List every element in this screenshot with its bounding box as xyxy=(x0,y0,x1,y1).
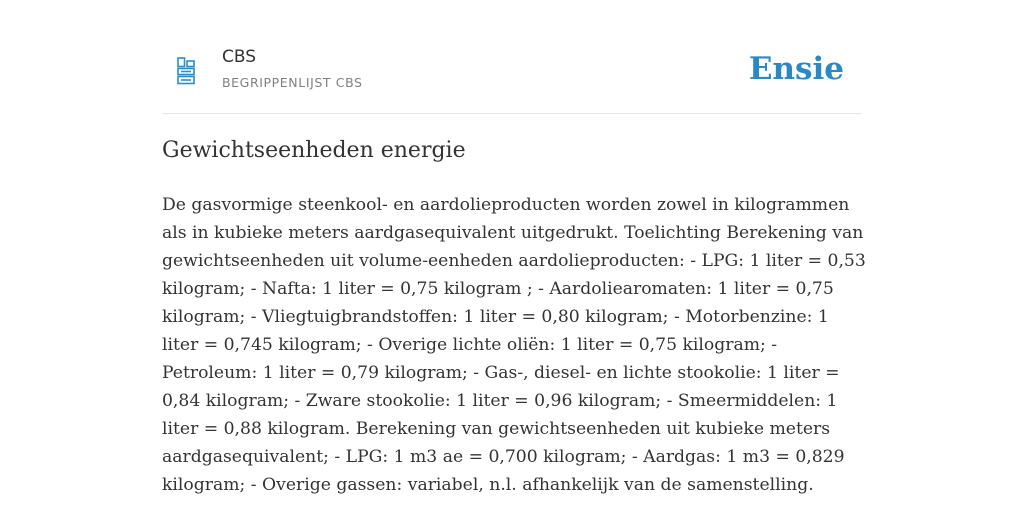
source-subtitle: BEGRIPPENLIJST CBS xyxy=(222,75,363,90)
header xyxy=(162,38,862,114)
ensie-logo[interactable]: Ensie xyxy=(748,51,844,87)
source-name[interactable]: CBS xyxy=(222,47,257,67)
cbs-logo-icon[interactable] xyxy=(176,56,196,86)
term-title: Gewichtseenheden energie xyxy=(162,138,466,163)
term-definition: De gasvormige steenkool- en aardolieproducten worden zowel in kilogrammen als in kubieke meters aardgasequivalent uitgedrukt. Toelichting Berekening van gewichtseenheden uit volume-eenheden aardolieproducten: - LPG: 1 liter = 0,53 kilogram; - Nafta: 1 liter = 0,75 kilogram ; - Aardoliearomaten: 1 liter = 0,75 kilogram; - Vliegtuigbrandstoffen: 1 liter = 0,80 kilogram; - Motorbenzine: 1 liter = 0,745 kilogram; - Overige lichte oliën: 1 liter = 0,75 kilogram; - Petroleum: 1 liter = 0,79 kilogram; - Gas-, diesel- en lichte stookolie: 1 liter = 0,84 kilogram; - Zware stookolie: 1 liter = 0,96 kilogram; - Smeermiddelen: 1 liter = 0,88 kilogram. Berekening van gewichtseenheden uit kubieke meters aardgasequivalent; - LPG: 1 m3 ae = 0,700 kilogram; - Aardgas: 1 m3 = 0,829 kilogram; - Overige gassen: variabel, n.l. afhankelijk van de samenstelling. xyxy=(162,195,866,495)
